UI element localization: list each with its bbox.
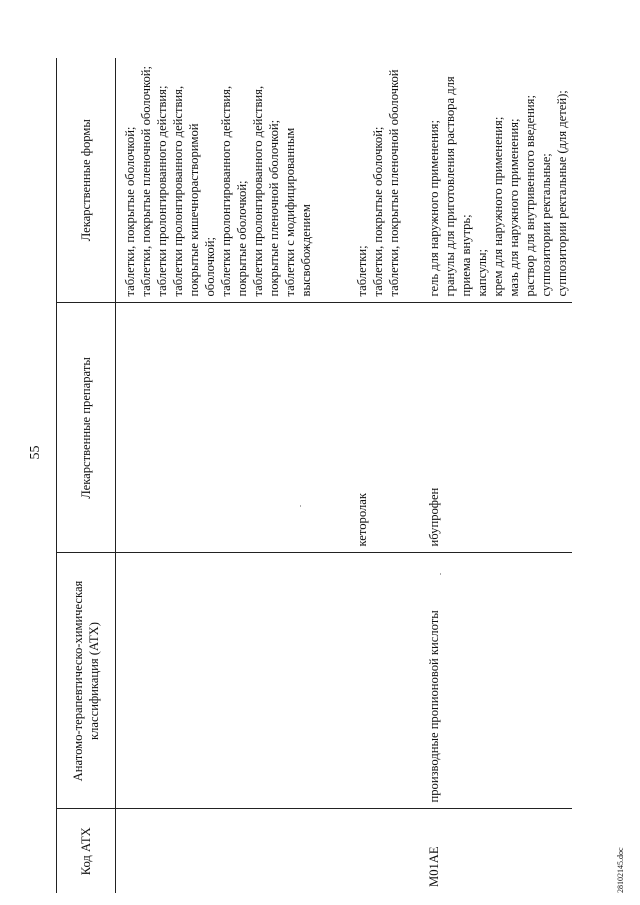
dosage-form: таблетки пролонгированного действия, покрытые кишечнорастворимой оболочкой;: [171, 85, 217, 297]
cell-forms: [348, 58, 420, 303]
dosage-form: гель для наружного применения;: [426, 120, 441, 297]
table-row: [420, 58, 572, 893]
cell-drug: [116, 303, 348, 553]
cell-code: [116, 809, 348, 893]
dosage-form: таблетки пролонгированного действия, покрытые пленочной оболочкой;: [251, 85, 281, 297]
dosage-form: суппозитории ректальные (для детей);: [554, 90, 569, 297]
dosage-form: таблетки пролонгированного действия;: [155, 85, 169, 297]
table-header-row: [57, 58, 116, 893]
dosage-form: таблетки;: [354, 245, 369, 297]
cell-code: [348, 809, 420, 893]
dosage-form: мазь для наружного применения;: [506, 118, 521, 297]
page-number: 55: [28, 445, 43, 460]
dosage-form: крем для наружного применения;: [490, 116, 505, 297]
dosage-form: капсулы;: [474, 248, 489, 297]
header-dosage-forms: Лекарственные формы: [57, 58, 116, 303]
table-row: [116, 58, 348, 893]
drug-table: [56, 58, 572, 893]
dosage-form: раствор для внутривенного введения;: [522, 95, 537, 297]
table-row: [348, 58, 420, 893]
dosage-form: таблетки, покрытые пленочной оболочкой;: [139, 65, 153, 297]
header-code: Код АТХ: [57, 809, 116, 893]
dosage-form: таблетки, покрытые оболочкой;: [123, 126, 137, 297]
header-drugs: Лекарственные препараты: [57, 303, 116, 553]
dosage-form: гранулы для приготовления раствора для приема внутрь;: [442, 76, 473, 297]
cell-atc: производные пропионовой кислоты: [420, 553, 572, 809]
dosage-form: таблетки пролонгированного действия, покрытые оболочкой;: [219, 85, 249, 297]
header-atc-classification: Анатомо-терапевтическо-химическая классификация (АТХ): [57, 553, 116, 809]
dosage-form: таблетки с модифицированным высвобождением: [283, 127, 313, 297]
dosage-form: таблетки, покрытые пленочной оболочкой: [386, 69, 401, 297]
scan-speck: [440, 573, 441, 575]
cell-drug: ибупрофен: [420, 303, 572, 553]
cell-drug: кеторолак: [348, 303, 420, 553]
cell-atc: [116, 553, 348, 809]
document-filename: 28102145.doc: [616, 847, 625, 893]
cell-atc: [348, 553, 420, 809]
cell-code: M01AE: [420, 809, 572, 893]
cell-forms: [116, 58, 348, 303]
scan-speck: [300, 505, 301, 507]
dosage-form: суппозитории ректальные;: [538, 153, 553, 297]
dosage-form: таблетки, покрытые оболочкой;: [370, 126, 385, 297]
cell-forms: [420, 58, 572, 303]
